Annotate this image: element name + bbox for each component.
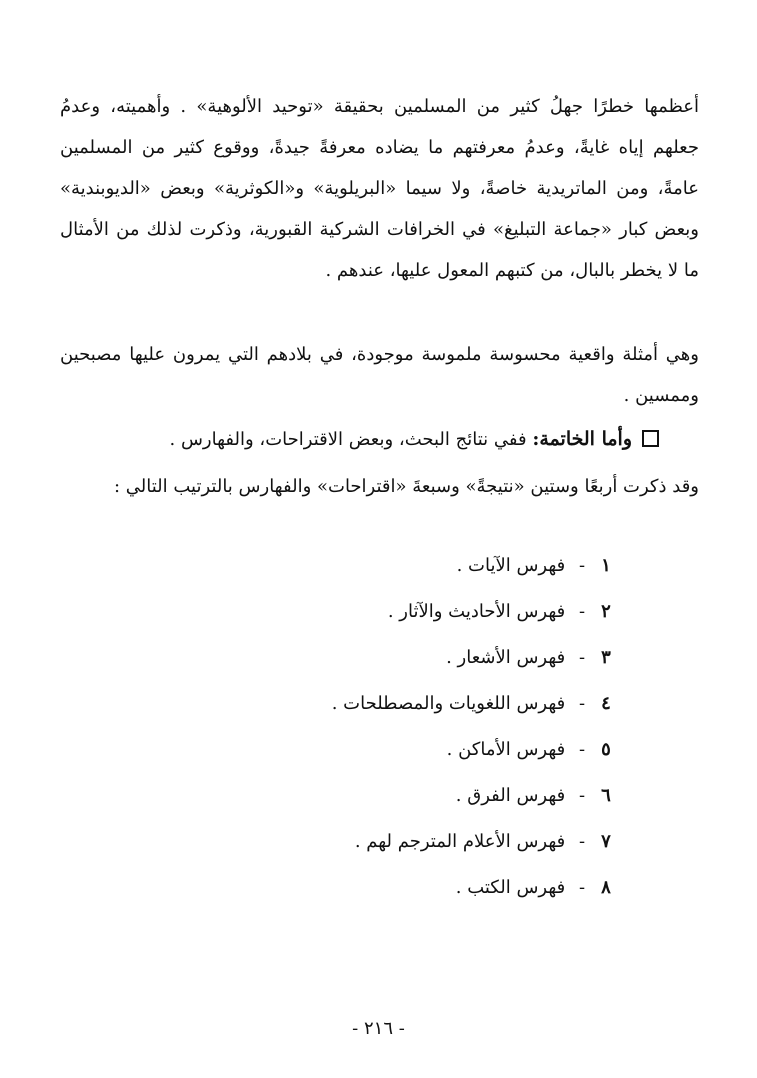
item-text: فهرس الأشعار . — [446, 647, 566, 668]
list-item: ٧- فهرس الأعلام المترجم لهم . — [332, 824, 619, 870]
list-item: ٤- فهرس اللغويات والمصطلحات . — [332, 686, 619, 732]
conclusion-heading: وأما الخاتمة: — [532, 428, 632, 450]
list-item: ٢- فهرس الأحاديث والآثار . — [332, 594, 619, 640]
paragraph-1: أعظمها خطرًا جهلُ كثير من المسلمين بحقيقة «توحيد الألوهية» . وأهميته، وعدمُ جعلهم إياه غايةً، وعدمُ معرفتهم ما يضاده معرفةً جيدةً، ووقوع كثير من المسلمين عامةً، ومن الماتريدية خاصةً، ولا سيما «البريلوية» و«الكوثرية» وبعض «الديوبندية» وبعض كبار «جماعة التبليغ» في الخرافات الشركية القبورية، وذكرت لذلك من الأمثال ما لا يخطر بالبال، من كتبهم المعول عليها، عندهم . — [60, 96, 700, 281]
item-text: فهرس الأحاديث والآثار . — [387, 601, 566, 622]
list-item: ٦- فهرس الفرق . — [332, 778, 619, 824]
item-number: ٣ — [601, 647, 611, 668]
item-number: ٢ — [601, 601, 611, 622]
page-number: - ٢١٦ - — [352, 1018, 405, 1039]
list-item: ١- فهرس الآيات . — [332, 548, 619, 594]
item-text: فهرس الأماكن . — [446, 739, 566, 760]
item-number: ٧ — [601, 831, 611, 852]
item-text: فهرس اللغويات والمصطلحات . — [331, 693, 566, 714]
item-number: ٦ — [601, 785, 611, 806]
item-number: ٨ — [601, 877, 611, 898]
item-number: ٤ — [601, 693, 611, 714]
item-text: فهرس الكتب . — [455, 877, 566, 898]
paragraph-2: وهي أمثلة واقعية محسوسة ملموسة موجودة، في بلادهم التي يمرون عليها مصبحين وممسين . — [60, 344, 699, 406]
index-list — [332, 548, 619, 916]
conclusion-line — [170, 424, 659, 455]
list-item: ٥- فهرس الأماكن . — [332, 732, 619, 778]
conclusion-text: ففي نتائج البحث، وبعض الاقتراحات، والفهارس . — [169, 429, 527, 450]
item-text: فهرس الأعلام المترجم لهم . — [354, 831, 566, 852]
item-text: فهرس الفرق . — [455, 785, 566, 806]
list-item: ٨- فهرس الكتب . — [332, 870, 619, 916]
item-text: فهرس الآيات . — [456, 555, 566, 576]
list-item: ٣- فهرس الأشعار . — [332, 640, 619, 686]
item-number: ١ — [601, 555, 611, 576]
checkbox-icon — [642, 430, 659, 447]
item-number: ٥ — [601, 739, 611, 760]
paragraph-3: وقد ذكرت أربعًا وستين «نتيجةً» وسبعةَ «اقتراحات» والفهارس بالترتيب التالي : — [113, 476, 699, 497]
